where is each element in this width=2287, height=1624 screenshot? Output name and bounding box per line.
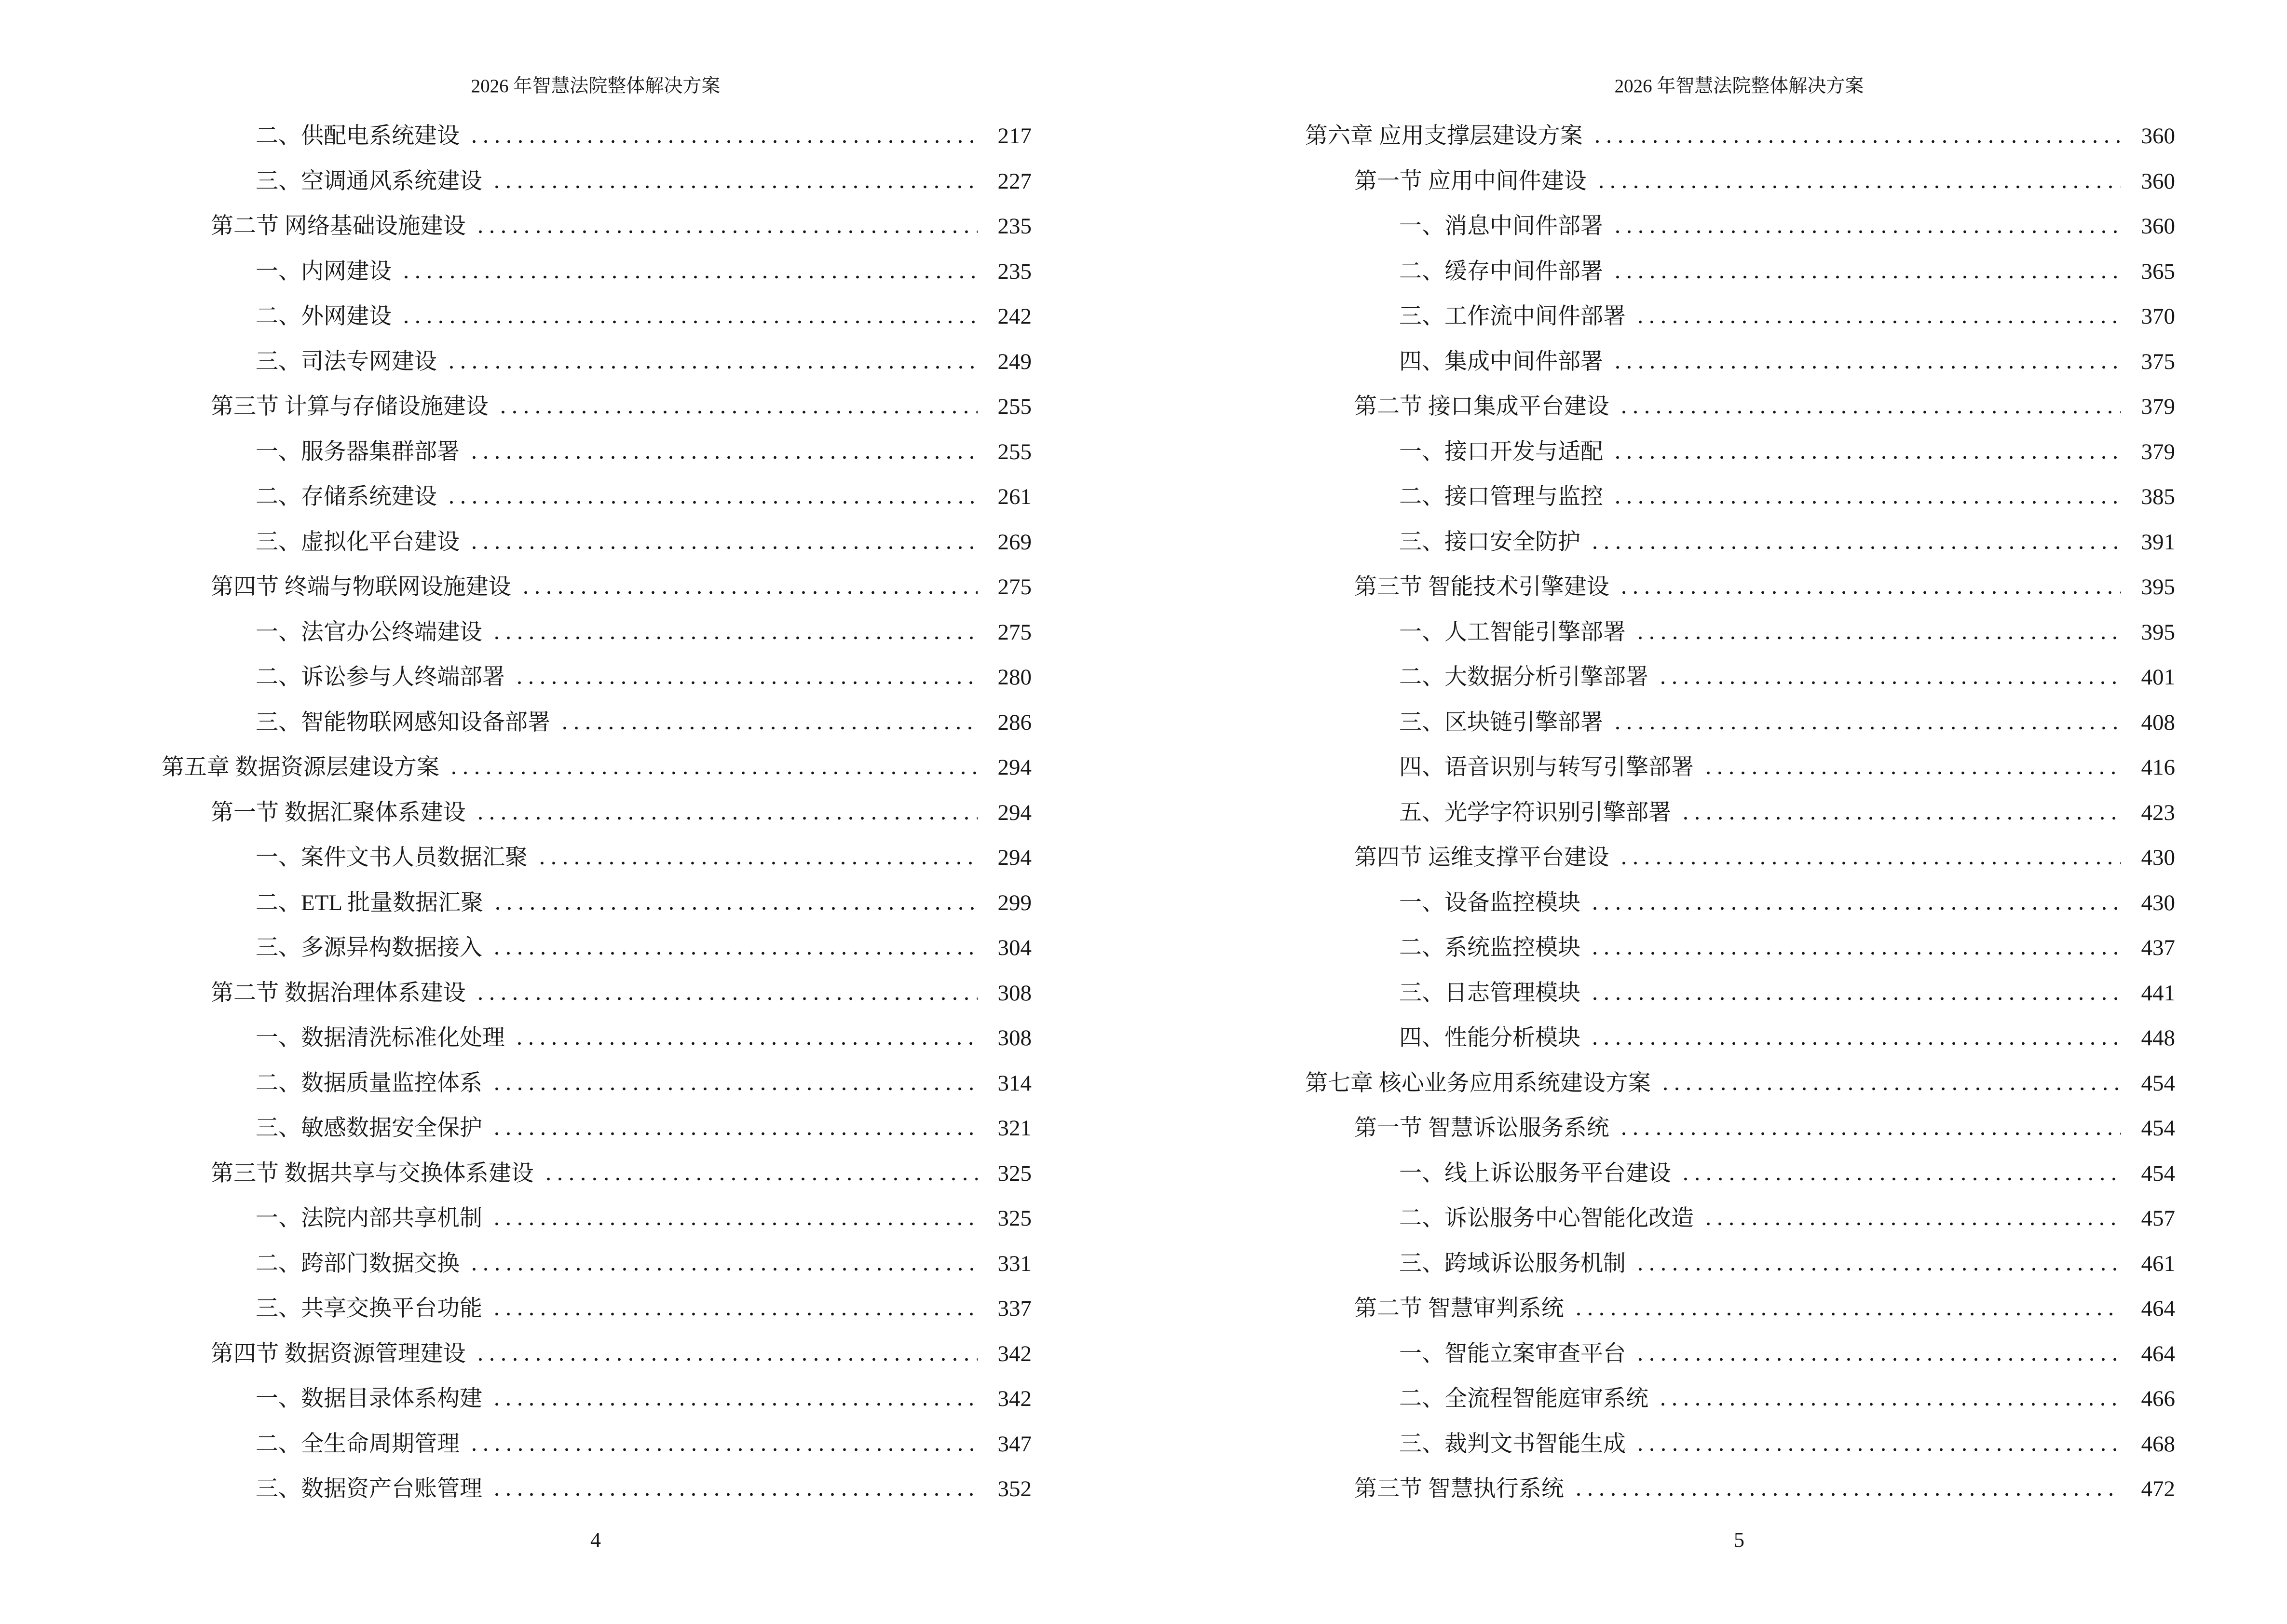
toc-entry[interactable] bbox=[0, 159, 1144, 205]
toc-entry-title: 第四节 运维支撑平台建设 bbox=[1354, 845, 1609, 870]
toc-entry-page: 360 bbox=[2141, 123, 2175, 149]
page-right bbox=[1144, 0, 2287, 1624]
toc-entry-page: 280 bbox=[997, 665, 1032, 690]
toc-list bbox=[0, 114, 1144, 1512]
toc-leader-dots bbox=[497, 410, 978, 414]
toc-entry-page: 416 bbox=[2141, 755, 2175, 780]
toc-entry-page: 269 bbox=[997, 529, 1032, 555]
toc-entry-page: 235 bbox=[997, 259, 1032, 284]
toc-entry-page: 464 bbox=[2141, 1296, 2175, 1321]
toc-entry[interactable] bbox=[1144, 1377, 2287, 1422]
toc-entry-page: 286 bbox=[997, 710, 1032, 735]
toc-leader-dots bbox=[1589, 546, 2121, 549]
toc-entry-page: 441 bbox=[2141, 980, 2175, 1006]
toc-entry-page: 294 bbox=[997, 755, 1032, 780]
running-header: 2026 年智慧法院整体解决方案 bbox=[1614, 76, 1864, 96]
toc-entry-page: 448 bbox=[2141, 1025, 2175, 1051]
toc-entry[interactable] bbox=[0, 384, 1144, 430]
toc-entry-title: 第四节 终端与物联网设施建设 bbox=[211, 574, 511, 600]
toc-leader-dots bbox=[475, 1358, 978, 1361]
toc-entry[interactable] bbox=[0, 1061, 1144, 1106]
toc-leader-dots bbox=[475, 230, 978, 233]
toc-entry-page: 457 bbox=[2141, 1206, 2175, 1231]
toc-leader-dots bbox=[1612, 366, 2121, 369]
toc-leader-dots bbox=[1618, 410, 2121, 414]
toc-entry-page: 342 bbox=[997, 1386, 1032, 1411]
toc-leader-dots bbox=[559, 726, 978, 730]
toc-leader-dots bbox=[1634, 636, 2121, 640]
toc-entry[interactable] bbox=[0, 655, 1144, 700]
toc-leader-dots bbox=[1618, 591, 2121, 594]
page-number-footer: 4 bbox=[590, 1528, 601, 1552]
toc-entry-title: 三、敏感数据安全保护 bbox=[256, 1116, 482, 1141]
toc-entry[interactable] bbox=[0, 1151, 1144, 1197]
toc-entry-page: 375 bbox=[2141, 349, 2175, 374]
toc-list bbox=[1144, 114, 2287, 1512]
toc-entry-page: 217 bbox=[997, 123, 1032, 149]
toc-entry-page: 430 bbox=[2141, 890, 2175, 915]
toc-entry-page: 227 bbox=[997, 168, 1032, 194]
toc-entry-title: 三、区块链引擎部署 bbox=[1399, 710, 1603, 735]
toc-entry-title: 一、接口开发与适配 bbox=[1399, 439, 1603, 464]
toc-entry[interactable] bbox=[1144, 159, 2287, 205]
toc-entry-title: 第二节 数据治理体系建设 bbox=[211, 980, 466, 1006]
toc-entry-page: 466 bbox=[2141, 1386, 2175, 1411]
toc-entry-title: 五、光学字符识别引擎部署 bbox=[1399, 800, 1671, 825]
toc-entry-title: 二、接口管理与监控 bbox=[1399, 484, 1603, 509]
toc-entry-title: 一、设备监控模块 bbox=[1399, 890, 1580, 915]
toc-entry[interactable] bbox=[1144, 384, 2287, 430]
toc-entry[interactable] bbox=[1144, 1061, 2287, 1106]
toc-entry[interactable] bbox=[0, 520, 1144, 565]
toc-entry-page: 408 bbox=[2141, 710, 2175, 735]
toc-entry-page: 461 bbox=[2141, 1251, 2175, 1276]
toc-entry-page: 391 bbox=[2141, 529, 2175, 555]
toc-entry-title: 三、司法专网建设 bbox=[256, 349, 437, 374]
toc-leader-dots bbox=[1573, 1312, 2121, 1316]
toc-leader-dots bbox=[400, 320, 978, 324]
toc-entry[interactable] bbox=[1144, 881, 2287, 926]
toc-entry[interactable] bbox=[1144, 1196, 2287, 1242]
toc-leader-dots bbox=[491, 952, 978, 955]
toc-entry-page: 314 bbox=[997, 1070, 1032, 1096]
toc-leader-dots bbox=[1657, 681, 2121, 684]
toc-entry-page: 308 bbox=[997, 980, 1032, 1006]
toc-entry-title: 二、全生命周期管理 bbox=[256, 1431, 460, 1457]
toc-entry-page: 294 bbox=[997, 800, 1032, 825]
toc-entry[interactable] bbox=[0, 114, 1144, 159]
toc-entry-title: 二、外网建设 bbox=[256, 304, 392, 329]
toc-entry-title: 第三节 智能技术引擎建设 bbox=[1354, 574, 1609, 600]
toc-entry-title: 二、缓存中间件部署 bbox=[1399, 259, 1603, 284]
toc-entry-title: 第四节 数据资源管理建设 bbox=[211, 1341, 466, 1366]
toc-leader-dots bbox=[491, 1493, 978, 1496]
toc-leader-dots bbox=[475, 817, 978, 820]
toc-entry[interactable] bbox=[1144, 249, 2287, 295]
toc-entry-page: 395 bbox=[2141, 619, 2175, 645]
toc-entry-title: 一、智能立案审查平台 bbox=[1399, 1341, 1626, 1366]
toc-leader-dots bbox=[514, 681, 978, 684]
toc-entry[interactable] bbox=[1144, 655, 2287, 700]
toc-entry[interactable] bbox=[1144, 565, 2287, 610]
toc-entry-page: 352 bbox=[997, 1476, 1032, 1501]
toc-entry[interactable] bbox=[0, 791, 1144, 836]
page-number-footer: 5 bbox=[1734, 1528, 1744, 1552]
toc-leader-dots bbox=[1612, 501, 2121, 504]
toc-entry-page: 379 bbox=[2141, 394, 2175, 419]
toc-leader-dots bbox=[491, 1312, 978, 1316]
toc-entry-page: 468 bbox=[2141, 1431, 2175, 1457]
toc-entry[interactable] bbox=[1144, 1242, 2287, 1287]
toc-entry-page: 325 bbox=[997, 1160, 1032, 1186]
toc-entry[interactable] bbox=[1144, 1467, 2287, 1512]
toc-entry[interactable] bbox=[0, 745, 1144, 791]
toc-leader-dots bbox=[491, 1087, 978, 1091]
toc-entry[interactable] bbox=[1144, 971, 2287, 1016]
toc-entry-title: 三、数据资产台账管理 bbox=[256, 1476, 482, 1501]
toc-entry[interactable] bbox=[1144, 700, 2287, 746]
toc-entry-page: 454 bbox=[2141, 1070, 2175, 1096]
toc-entry-page: 299 bbox=[997, 890, 1032, 915]
toc-entry-page: 337 bbox=[997, 1296, 1032, 1321]
toc-leader-dots bbox=[543, 1177, 978, 1181]
toc-entry[interactable] bbox=[0, 971, 1144, 1016]
toc-entry-title: 一、人工智能引擎部署 bbox=[1399, 619, 1626, 645]
toc-entry-title: 四、性能分析模块 bbox=[1399, 1025, 1580, 1051]
toc-entry[interactable] bbox=[0, 610, 1144, 655]
toc-entry-title: 二、跨部门数据交换 bbox=[256, 1251, 460, 1276]
toc-entry-title: 一、法院内部共享机制 bbox=[256, 1206, 482, 1231]
toc-entry[interactable] bbox=[1144, 1332, 2287, 1377]
toc-entry-title: 一、线上诉讼服务平台建设 bbox=[1399, 1160, 1671, 1186]
toc-leader-dots bbox=[1592, 140, 2121, 143]
toc-leader-dots bbox=[1634, 1358, 2121, 1361]
toc-leader-dots bbox=[468, 1268, 978, 1271]
toc-entry-title: 三、智能物联网感知设备部署 bbox=[256, 710, 550, 735]
toc-leader-dots bbox=[1589, 1042, 2121, 1045]
toc-leader-dots bbox=[520, 591, 978, 594]
toc-entry-page: 464 bbox=[2141, 1341, 2175, 1366]
toc-entry[interactable] bbox=[1144, 1016, 2287, 1061]
toc-entry[interactable] bbox=[0, 881, 1144, 926]
toc-entry-page: 370 bbox=[2141, 304, 2175, 329]
toc-entry[interactable] bbox=[0, 1286, 1144, 1332]
toc-entry-page: 430 bbox=[2141, 845, 2175, 870]
toc-entry-title: 二、诉讼参与人终端部署 bbox=[256, 665, 505, 690]
toc-leader-dots bbox=[1595, 185, 2121, 189]
toc-entry[interactable] bbox=[1144, 835, 2287, 881]
toc-entry-title: 一、消息中间件部署 bbox=[1399, 214, 1603, 239]
toc-entry-page: 235 bbox=[997, 214, 1032, 239]
toc-leader-dots bbox=[1612, 275, 2121, 279]
toc-leader-dots bbox=[1634, 1268, 2121, 1271]
toc-entry-page: 360 bbox=[2141, 214, 2175, 239]
toc-entry-page: 242 bbox=[997, 304, 1032, 329]
toc-leader-dots bbox=[468, 140, 978, 143]
toc-leader-dots bbox=[446, 501, 978, 504]
toc-entry[interactable] bbox=[0, 1422, 1144, 1467]
toc-entry-title: 二、存储系统建设 bbox=[256, 484, 437, 509]
toc-entry[interactable] bbox=[0, 1467, 1144, 1512]
toc-leader-dots bbox=[1660, 1087, 2121, 1091]
toc-entry-page: 365 bbox=[2141, 259, 2175, 284]
toc-leader-dots bbox=[400, 275, 978, 279]
toc-entry-title: 第二节 接口集成平台建设 bbox=[1354, 394, 1609, 419]
toc-entry-page: 249 bbox=[997, 349, 1032, 374]
toc-entry-page: 331 bbox=[997, 1251, 1032, 1276]
toc-entry-title: 三、多源异构数据接入 bbox=[256, 935, 482, 960]
toc-leader-dots bbox=[536, 861, 978, 865]
toc-entry[interactable] bbox=[0, 430, 1144, 475]
toc-entry-page: 437 bbox=[2141, 935, 2175, 960]
toc-leader-dots bbox=[492, 907, 978, 910]
toc-leader-dots bbox=[1702, 1222, 2121, 1226]
toc-entry-title: 第三节 计算与存储设施建设 bbox=[211, 394, 489, 419]
toc-leader-dots bbox=[1573, 1493, 2121, 1496]
toc-entry-page: 325 bbox=[997, 1206, 1032, 1231]
toc-entry-title: 二、诉讼服务中心智能化改造 bbox=[1399, 1206, 1694, 1231]
toc-entry-title: 三、裁判文书智能生成 bbox=[1399, 1431, 1626, 1457]
toc-entry[interactable] bbox=[1144, 745, 2287, 791]
toc-entry-page: 275 bbox=[997, 574, 1032, 600]
toc-entry[interactable] bbox=[1144, 610, 2287, 655]
toc-entry-page: 294 bbox=[997, 845, 1032, 870]
toc-entry-title: 第三节 智慧执行系统 bbox=[1354, 1476, 1564, 1501]
toc-entry[interactable] bbox=[0, 926, 1144, 971]
toc-entry-title: 三、空调通风系统建设 bbox=[256, 168, 482, 194]
toc-entry-title: 三、共享交换平台功能 bbox=[256, 1296, 482, 1321]
toc-entry-page: 342 bbox=[997, 1341, 1032, 1366]
toc-entry-title: 第一节 数据汇聚体系建设 bbox=[211, 800, 466, 825]
toc-leader-dots bbox=[468, 1448, 978, 1451]
toc-entry[interactable] bbox=[0, 1332, 1144, 1377]
toc-entry[interactable] bbox=[1144, 1286, 2287, 1332]
toc-entry-title: 一、数据目录体系构建 bbox=[256, 1386, 482, 1411]
toc-entry-page: 255 bbox=[997, 439, 1032, 464]
toc-entry[interactable] bbox=[1144, 430, 2287, 475]
toc-entry[interactable] bbox=[0, 294, 1144, 340]
running-header: 2026 年智慧法院整体解决方案 bbox=[471, 76, 721, 96]
toc-entry-page: 395 bbox=[2141, 574, 2175, 600]
toc-entry[interactable] bbox=[0, 204, 1144, 249]
toc-leader-dots bbox=[1634, 1448, 2121, 1451]
toc-leader-dots bbox=[1618, 1132, 2121, 1135]
toc-entry[interactable] bbox=[0, 1016, 1144, 1061]
toc-entry-title: 三、工作流中间件部署 bbox=[1399, 304, 1626, 329]
toc-entry-title: 第二节 智慧审判系统 bbox=[1354, 1296, 1564, 1321]
toc-entry-page: 401 bbox=[2141, 665, 2175, 690]
toc-entry-title: 二、数据质量监控体系 bbox=[256, 1070, 482, 1096]
toc-entry-title: 一、案件文书人员数据汇聚 bbox=[256, 845, 528, 870]
toc-entry[interactable] bbox=[0, 340, 1144, 385]
toc-entry-title: 三、接口安全防护 bbox=[1399, 529, 1580, 555]
toc-entry[interactable] bbox=[0, 1377, 1144, 1422]
toc-leader-dots bbox=[491, 1403, 978, 1406]
toc-entry-page: 385 bbox=[2141, 484, 2175, 509]
toc-entry[interactable] bbox=[1144, 340, 2287, 385]
toc-entry[interactable] bbox=[1144, 475, 2287, 520]
toc-entry-title: 二、供配电系统建设 bbox=[256, 123, 460, 149]
toc-leader-dots bbox=[1634, 320, 2121, 324]
toc-leader-dots bbox=[1589, 952, 2121, 955]
toc-entry[interactable] bbox=[1144, 204, 2287, 249]
toc-entry-title: 第三节 数据共享与交换体系建设 bbox=[211, 1160, 534, 1186]
toc-leader-dots bbox=[1612, 230, 2121, 233]
toc-entry-title: 一、内网建设 bbox=[256, 259, 392, 284]
toc-leader-dots bbox=[1589, 907, 2121, 910]
toc-entry[interactable] bbox=[0, 1196, 1144, 1242]
toc-entry[interactable] bbox=[1144, 1106, 2287, 1151]
toc-leader-dots bbox=[1657, 1403, 2121, 1406]
toc-entry-title: 四、语音识别与转写引擎部署 bbox=[1399, 755, 1694, 780]
toc-entry[interactable] bbox=[0, 249, 1144, 295]
toc-entry-title: 二、大数据分析引擎部署 bbox=[1399, 665, 1648, 690]
toc-entry-page: 347 bbox=[997, 1431, 1032, 1457]
toc-entry-title: 二、全流程智能庭审系统 bbox=[1399, 1386, 1648, 1411]
toc-entry[interactable] bbox=[1144, 791, 2287, 836]
toc-leader-dots bbox=[1589, 997, 2121, 1000]
toc-leader-dots bbox=[468, 546, 978, 549]
toc-entry-page: 275 bbox=[997, 619, 1032, 645]
toc-entry-page: 255 bbox=[997, 394, 1032, 419]
toc-entry-title: 第六章 应用支撑层建设方案 bbox=[1305, 123, 1583, 149]
toc-entry[interactable] bbox=[0, 1242, 1144, 1287]
toc-entry-title: 三、日志管理模块 bbox=[1399, 980, 1580, 1006]
toc-entry-title: 第五章 数据资源层建设方案 bbox=[162, 755, 439, 780]
toc-leader-dots bbox=[1612, 726, 2121, 730]
toc-entry-page: 423 bbox=[2141, 800, 2175, 825]
toc-entry-page: 454 bbox=[2141, 1116, 2175, 1141]
toc-entry-title: 第七章 核心业务应用系统建设方案 bbox=[1305, 1070, 1651, 1096]
toc-leader-dots bbox=[491, 1222, 978, 1226]
toc-leader-dots bbox=[491, 1132, 978, 1135]
toc-entry[interactable] bbox=[1144, 1151, 2287, 1197]
toc-entry-page: 304 bbox=[997, 935, 1032, 960]
toc-entry-title: 一、服务器集群部署 bbox=[256, 439, 460, 464]
toc-entry-title: 四、集成中间件部署 bbox=[1399, 349, 1603, 374]
toc-entry-title: 一、法官办公终端建设 bbox=[256, 619, 482, 645]
toc-leader-dots bbox=[1702, 771, 2121, 775]
toc-leader-dots bbox=[1680, 1177, 2121, 1181]
toc-entry-page: 261 bbox=[997, 484, 1032, 509]
toc-entry[interactable] bbox=[0, 565, 1144, 610]
toc-leader-dots bbox=[491, 636, 978, 640]
toc-leader-dots bbox=[468, 456, 978, 459]
toc-entry-title: 第一节 应用中间件建设 bbox=[1354, 168, 1587, 194]
toc-entry[interactable] bbox=[0, 1106, 1144, 1151]
toc-entry[interactable] bbox=[1144, 926, 2287, 971]
toc-entry[interactable] bbox=[1144, 294, 2287, 340]
toc-entry-title: 第二节 网络基础设施建设 bbox=[211, 214, 466, 239]
toc-leader-dots bbox=[514, 1042, 978, 1045]
toc-leader-dots bbox=[1612, 456, 2121, 459]
toc-entry[interactable] bbox=[1144, 1422, 2287, 1467]
toc-entry[interactable] bbox=[0, 835, 1144, 881]
toc-entry-page: 472 bbox=[2141, 1476, 2175, 1501]
toc-entry-page: 321 bbox=[997, 1116, 1032, 1141]
toc-entry-title: 三、跨域诉讼服务机制 bbox=[1399, 1251, 1626, 1276]
toc-leader-dots bbox=[475, 997, 978, 1000]
toc-entry-title: 第一节 智慧诉讼服务系统 bbox=[1354, 1116, 1609, 1141]
toc-leader-dots bbox=[1680, 817, 2121, 820]
toc-entry[interactable] bbox=[0, 475, 1144, 520]
toc-entry-title: 一、数据清洗标准化处理 bbox=[256, 1025, 505, 1051]
toc-leader-dots bbox=[448, 771, 978, 775]
toc-entry-page: 308 bbox=[997, 1025, 1032, 1051]
toc-entry-page: 379 bbox=[2141, 439, 2175, 464]
toc-leader-dots bbox=[1618, 861, 2121, 865]
toc-entry[interactable] bbox=[1144, 114, 2287, 159]
toc-entry[interactable] bbox=[0, 700, 1144, 746]
toc-entry-title: 二、ETL 批量数据汇聚 bbox=[256, 890, 484, 915]
toc-entry-page: 360 bbox=[2141, 168, 2175, 194]
toc-leader-dots bbox=[446, 366, 978, 369]
toc-leader-dots bbox=[491, 185, 978, 189]
toc-entry-title: 二、系统监控模块 bbox=[1399, 935, 1580, 960]
toc-entry-title: 三、虚拟化平台建设 bbox=[256, 529, 460, 555]
toc-entry[interactable] bbox=[1144, 520, 2287, 565]
toc-entry-page: 454 bbox=[2141, 1160, 2175, 1186]
